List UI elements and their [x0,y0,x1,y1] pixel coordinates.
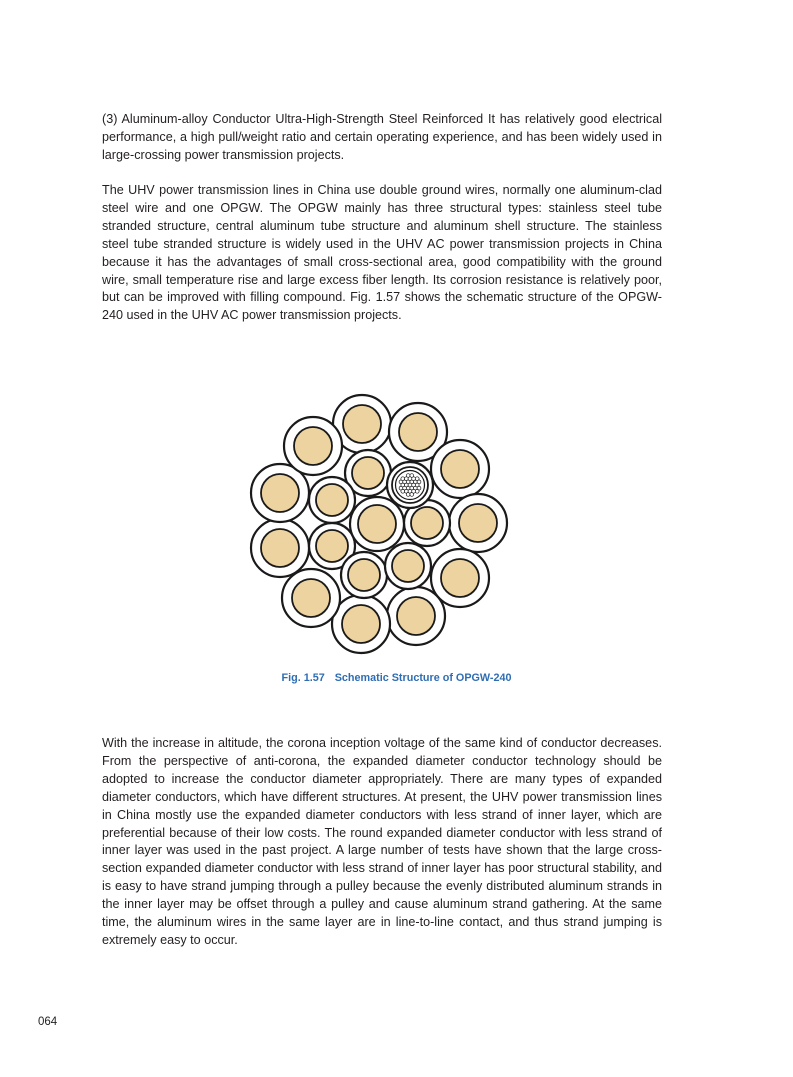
inner-strand [385,543,431,589]
inner-strand [341,552,387,598]
optical-fiber-unit [387,462,433,508]
outer-strand [449,494,507,552]
optical-fibers [399,474,421,497]
inner-strand [309,477,355,523]
outer-strand [251,519,309,577]
figure-title: Schematic Structure of OPGW-240 [334,672,512,684]
outer-strand [387,587,445,645]
paragraph-opgw: The UHV power transmission lines in China use double ground wires, normally one aluminum-clad steel wire and one OPGW. The OPGW mainly has three structural types: stainless steel tube stranded structure, central aluminum tube structure and aluminum shell structure. The stainless steel tube stranded structure is widely used in the UHV AC power transmission projects in China because it has the advantages of small cross-sectional area, good compatibility with the ground wire, small temperature rise and large excess fiber length. Its corrosion resistance is relatively poor, but can be improved with filling compound. Fig. 1.57 shows the schematic structure of the OPGW-240 used in the UHV AC power transmission projects. [102,183,662,323]
paragraph-expanded-conductor: With the increase in altitude, the corona inception voltage of the same kind of conductor decreases. From the perspective of anti-corona, the expanded diameter conductor technology should be adopted to increase the conductor diameter appropriately. There are many types of expanded diameter conductors, which have different structures. At present, the UHV power transmission lines in China mostly use the expanded diameter conductors with less strand of inner layer, which are preferential because of their low costs. The round expanded diameter conductor with less strand of inner layer was used in the past project. A large number of tests have shown that the large cross-section expanded diameter conductor with less strand of inner layer has poor structural stability, and is easy to have strand jumping through a pulley because the evenly distributed aluminum strands in the inner layer may be offset through a pulley and cause aluminum strand gathering. At the same time, the aluminum wires in the same layer are in line-to-line contact, and thus strand jumping is extremely easy to occur. [102,736,662,947]
outer-strand [431,440,489,498]
outer-strand [282,569,340,627]
opgw-240-cross-section-figure [244,390,514,660]
fiber [415,489,419,493]
figure-number: Fig. 1.57 [281,672,325,684]
figure-caption [0,672,793,684]
outer-strand [284,417,342,475]
center-strand [350,497,404,551]
outer-strand [332,595,390,653]
page-number: 064 [38,1016,58,1028]
paragraph-aacsr: (3) Aluminum-alloy Conductor Ultra-High-Strength Steel Reinforced It has relatively good electrical performance, a high pull/weight ratio and certain operating experience, and has been widely used in large-crossing power transmission projects. [102,112,662,162]
fiber [412,489,416,493]
fiber [401,489,405,493]
